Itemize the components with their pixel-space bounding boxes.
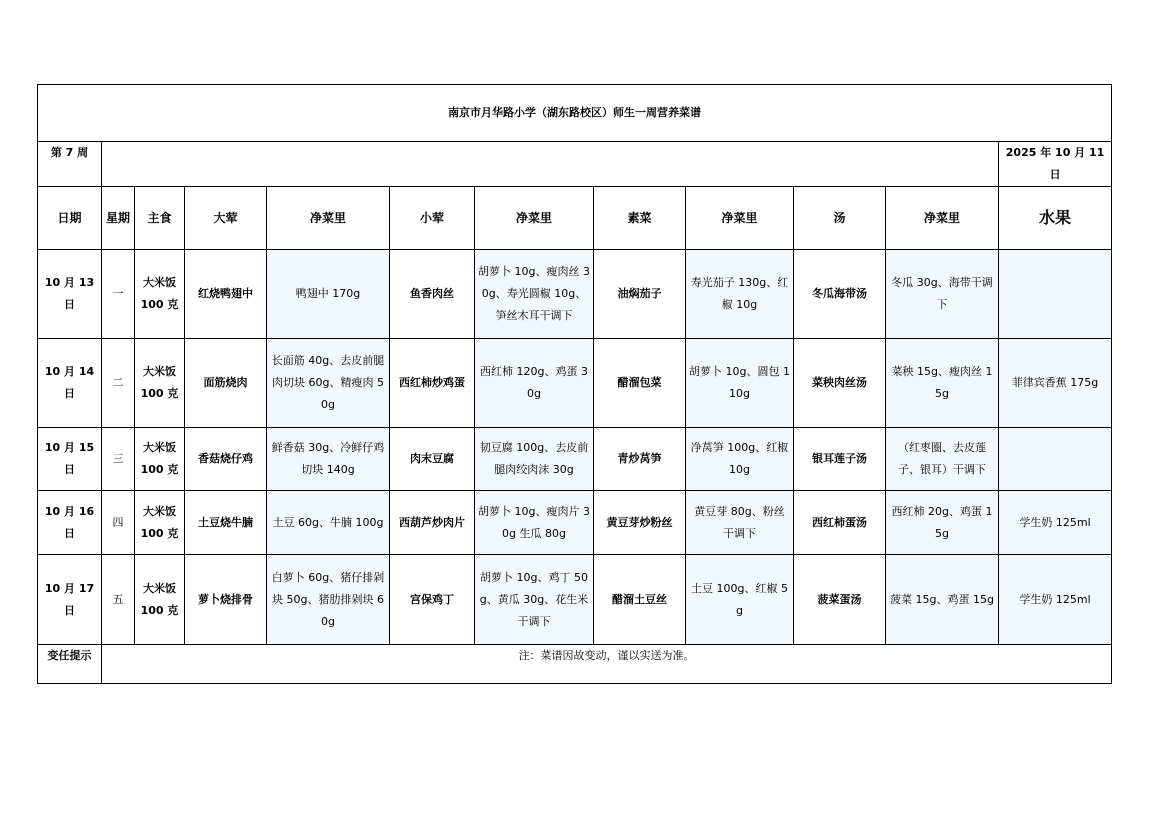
fruit-cell: 学生奶 125ml — [999, 555, 1112, 645]
veg-cell: 醋溜土豆丝 — [594, 555, 686, 645]
staple-cell: 大米饭 100 克 — [135, 339, 185, 428]
header-cell: 主食 — [135, 187, 185, 250]
veg-cell: 黄豆芽炒粉丝 — [594, 491, 686, 555]
header-cell: 净菜里 — [475, 187, 594, 250]
side-meat-cell: 西红柿炒鸡蛋 — [390, 339, 475, 428]
soup-qty-cell: 菜秧 15g、瘦肉丝 15g — [886, 339, 999, 428]
fruit-cell — [999, 428, 1112, 491]
weekday-cell: 一 — [102, 250, 135, 339]
side-meat-cell: 宫保鸡丁 — [390, 555, 475, 645]
fruit-cell — [999, 250, 1112, 339]
veg-qty-cell: 黄豆芽 80g、粉丝干调下 — [686, 491, 794, 555]
soup-cell: 冬瓜海带汤 — [794, 250, 886, 339]
main-meat-qty-cell: 白萝卜 60g、猪仔排剁块 50g、猪肋排剁块 60g — [267, 555, 390, 645]
main-meat-cell: 萝卜烧排骨 — [185, 555, 267, 645]
staple-cell: 大米饭 100 克 — [135, 250, 185, 339]
main-meat-qty-cell: 土豆 60g、牛腩 100g — [267, 491, 390, 555]
header-cell: 净菜里 — [686, 187, 794, 250]
issue-date: 2025 年 10 月 11 日 — [999, 142, 1112, 187]
weekday-cell: 五 — [102, 555, 135, 645]
veg-qty-cell: 寿光茄子 130g、红椒 10g — [686, 250, 794, 339]
header-cell: 大荤 — [185, 187, 267, 250]
fruit-cell: 学生奶 125ml — [999, 491, 1112, 555]
side-meat-qty-cell: 胡萝卜 10g、鸡丁 50g、黄瓜 30g、花生米干调下 — [475, 555, 594, 645]
header-cell: 小荤 — [390, 187, 475, 250]
header-cell: 汤 — [794, 187, 886, 250]
side-meat-qty-cell: 韧豆腐 100g、去皮前腿肉绞肉沫 30g — [475, 428, 594, 491]
veg-qty-cell: 净莴笋 100g、红椒 10g — [686, 428, 794, 491]
main-meat-cell: 香菇烧仔鸡 — [185, 428, 267, 491]
table-row — [38, 339, 1112, 428]
veg-cell: 青炒莴笋 — [594, 428, 686, 491]
veg-qty-cell: 土豆 100g、红椒 5g — [686, 555, 794, 645]
blank-cell — [102, 142, 999, 187]
side-meat-cell: 肉末豆腐 — [390, 428, 475, 491]
header-cell: 星期 — [102, 187, 135, 250]
header-cell: 净菜里 — [267, 187, 390, 250]
date-cell: 10 月 15 日 — [38, 428, 102, 491]
menu-table — [37, 84, 1112, 684]
main-meat-qty-cell: 长面筋 40g、去皮前腿肉切块 60g、精瘦肉 50g — [267, 339, 390, 428]
side-meat-qty-cell: 西红柿 120g、鸡蛋 30g — [475, 339, 594, 428]
date-cell: 10 月 13 日 — [38, 250, 102, 339]
soup-cell: 菠菜蛋汤 — [794, 555, 886, 645]
side-meat-qty-cell: 胡萝卜 10g、瘦肉丝 30g、寿光圆椒 10g、笋丝木耳干调下 — [475, 250, 594, 339]
date-cell: 10 月 17 日 — [38, 555, 102, 645]
staple-cell: 大米饭 100 克 — [135, 491, 185, 555]
staple-cell: 大米饭 100 克 — [135, 428, 185, 491]
header-row — [38, 187, 1112, 250]
soup-qty-cell: 菠菜 15g、鸡蛋 15g — [886, 555, 999, 645]
soup-qty-cell: 西红柿 20g、鸡蛋 15g — [886, 491, 999, 555]
soup-qty-cell: （红枣圈、去皮莲子、银耳）干调下 — [886, 428, 999, 491]
week-label: 第 7 周 — [38, 142, 102, 187]
header-cell: 水果 — [999, 187, 1112, 250]
table-row — [38, 555, 1112, 645]
weekday-cell: 二 — [102, 339, 135, 428]
veg-qty-cell: 胡萝卜 10g、圆包 110g — [686, 339, 794, 428]
table-row — [38, 491, 1112, 555]
main-meat-cell: 面筋烧肉 — [185, 339, 267, 428]
header-cell: 素菜 — [594, 187, 686, 250]
side-meat-cell: 西葫芦炒肉片 — [390, 491, 475, 555]
footer-note: 注：菜谱因故变动，谨以实送为准。 — [102, 645, 1112, 684]
soup-cell: 菜秧肉丝汤 — [794, 339, 886, 428]
weekday-cell: 三 — [102, 428, 135, 491]
header-cell: 净菜里 — [886, 187, 999, 250]
veg-cell: 油焖茄子 — [594, 250, 686, 339]
veg-cell: 醋溜包菜 — [594, 339, 686, 428]
date-cell: 10 月 16 日 — [38, 491, 102, 555]
footer-label: 变任提示 — [38, 645, 102, 684]
main-meat-qty-cell: 鲜香菇 30g、冷鲜仔鸡切块 140g — [267, 428, 390, 491]
date-cell: 10 月 14 日 — [38, 339, 102, 428]
side-meat-cell: 鱼香肉丝 — [390, 250, 475, 339]
main-meat-cell: 红烧鸭翅中 — [185, 250, 267, 339]
soup-qty-cell: 冬瓜 30g、海带干调下 — [886, 250, 999, 339]
weekday-cell: 四 — [102, 491, 135, 555]
table-row — [38, 250, 1112, 339]
main-meat-cell: 土豆烧牛腩 — [185, 491, 267, 555]
page-title: 南京市月华路小学（湖东路校区）师生一周营养菜谱 — [38, 85, 1112, 142]
soup-cell: 银耳莲子汤 — [794, 428, 886, 491]
main-meat-qty-cell: 鸭翅中 170g — [267, 250, 390, 339]
staple-cell: 大米饭 100 克 — [135, 555, 185, 645]
side-meat-qty-cell: 胡萝卜 10g、瘦肉片 30g 生瓜 80g — [475, 491, 594, 555]
soup-cell: 西红柿蛋汤 — [794, 491, 886, 555]
header-cell: 日期 — [38, 187, 102, 250]
fruit-cell: 菲律宾香蕉 175g — [999, 339, 1112, 428]
table-row — [38, 428, 1112, 491]
